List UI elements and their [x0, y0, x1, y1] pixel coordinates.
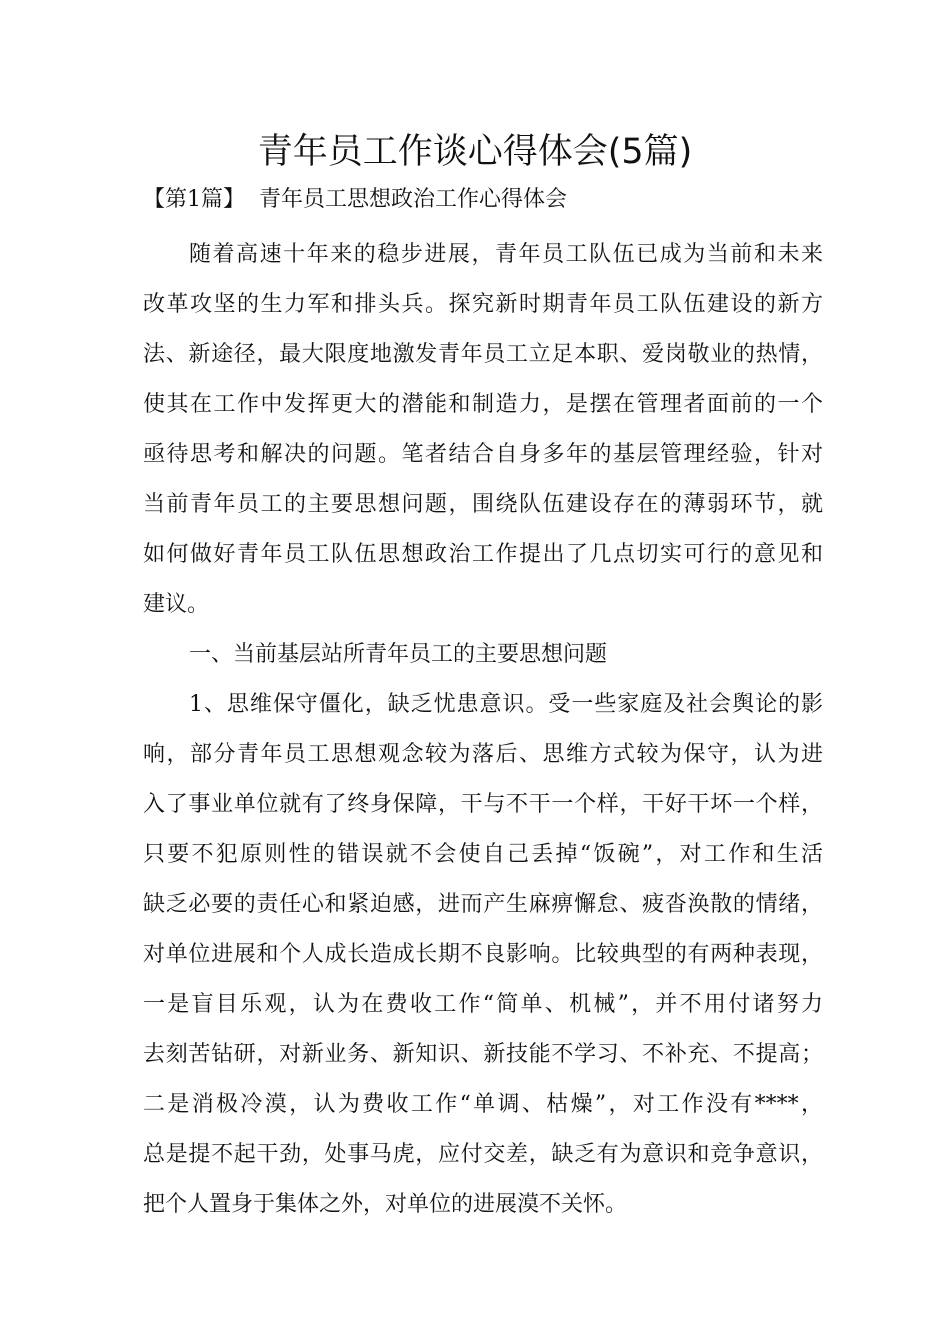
- text-line: 一是盲目乐观，认为在费收工作“简单、机械”，并不用付诸努力: [143, 992, 823, 1017]
- text-line: 响，部分青年员工思想观念较为落后、思维方式较为保守，认为进: [143, 742, 823, 767]
- text-line: 总是提不起干劲，处事马虎，应付交差，缺乏有为意识和竞争意识，: [143, 1142, 823, 1167]
- text-line: 使其在工作中发挥更大的潜能和制造力，是摆在管理者面前的一个: [143, 392, 823, 417]
- text-line: 缺乏必要的责任心和紧迫感，进而产生麻痹懈怠、疲沓涣散的情绪，: [143, 892, 823, 917]
- text-line: 二是消极冷漠，认为费收工作“单调、枯燥”，对工作没有****，: [143, 1092, 823, 1117]
- part-title: 青年员工思想政治工作心得体会: [259, 187, 568, 212]
- text-line: 随着高速十年来的稳步进展，青年员工队伍已成为当前和未来: [189, 242, 823, 267]
- part-label: 【第1篇】: [143, 187, 245, 212]
- section-heading: 一、当前基层站所青年员工的主要思想问题: [189, 642, 608, 667]
- text-line: 当前青年员工的主要思想问题，围绕队伍建设存在的薄弱环节，就: [143, 492, 823, 517]
- text-line: 改革攻坚的生力军和排头兵。探究新时期青年员工队伍建设的新方: [143, 292, 823, 317]
- text-line: 法、新途径，最大限度地激发青年员工立足本职、爱岗敬业的热情，: [143, 342, 823, 367]
- text-line: 1、思维保守僵化，缺乏忧患意识。受一些家庭及社会舆论的影: [189, 692, 823, 717]
- text-line: 对单位进展和个人成长造成长期不良影响。比较典型的有两种表现，: [143, 942, 823, 967]
- document-title: 青年员工作谈心得体会(5篇): [257, 132, 693, 172]
- document-body: [143, 230, 823, 1230]
- text-line: 建议。: [143, 592, 210, 617]
- text-line: 如何做好青年员工队伍思想政治工作提出了几点切实可行的意见和: [143, 542, 823, 567]
- text-line: 去刻苦钻研，对新业务、新知识、新技能不学习、不补充、不提高；: [143, 1042, 823, 1067]
- text-line: 只要不犯原则性的错误就不会使自己丢掉“饭碗”，对工作和生活: [143, 842, 823, 867]
- text-line: 把个人置身于集体之外，对单位的进展漠不关怀。: [143, 1192, 628, 1217]
- text-line: 入了事业单位就有了终身保障，干与不干一个样，干好干坏一个样，: [143, 792, 823, 817]
- text-line: 亟待思考和解决的问题。笔者结合自身多年的基层管理经验，针对: [143, 442, 823, 467]
- part-heading: [143, 184, 567, 216]
